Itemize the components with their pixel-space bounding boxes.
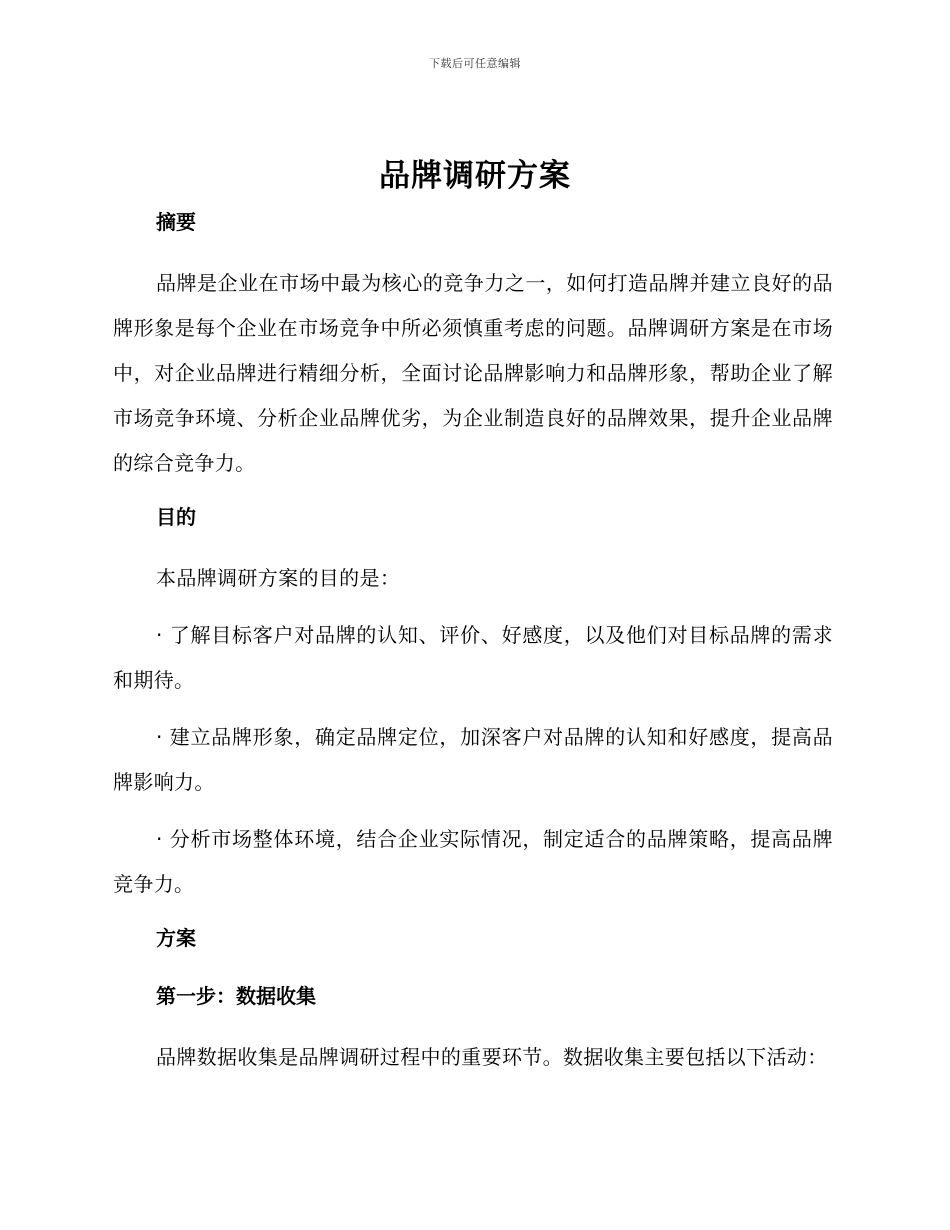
plan-heading: 方案 [156,926,196,950]
step1-heading: 第一步：数据收集 [156,984,316,1008]
purpose-list-item: · 建立品牌形象，确定品牌定位，加深客户对品牌的认知和好感度，提高品牌影响力。 [113,725,833,794]
document-title: 品牌调研方案 [379,158,571,194]
abstract-paragraph: 品牌是企业在市场中最为核心的竞争力之一，如何打造品牌并建立良好的品牌形象是每个企业在市场竞争中所必须慎重考虑的问题。品牌调研方案是在市场中，对企业品牌进行精细分析，全面讨论品牌影响力和品牌形象，帮助企业了解市场竞争环境、分析企业品牌优劣，为企业制造良好的品牌效果，提升企业品牌的综合竞争力。 [113,271,833,475]
purpose-list-item: · 了解目标客户对品牌的认知、评价、好感度，以及他们对目标品牌的需求和期待。 [113,623,833,692]
purpose-list-item: · 分析市场整体环境，结合企业实际情况，制定适合的品牌策略，提高品牌竞争力。 [113,827,833,896]
purpose-heading: 目的 [156,505,196,529]
page-header: 下载后可任意编辑 [429,57,521,70]
document-body [113,203,833,1092]
abstract-heading: 摘要 [156,210,196,234]
purpose-intro-paragraph: 本品牌调研方案的目的是： [156,566,401,590]
step1-paragraph: 品牌数据收集是品牌调研过程中的重要环节。数据收集主要包括以下活动： [156,1045,828,1069]
